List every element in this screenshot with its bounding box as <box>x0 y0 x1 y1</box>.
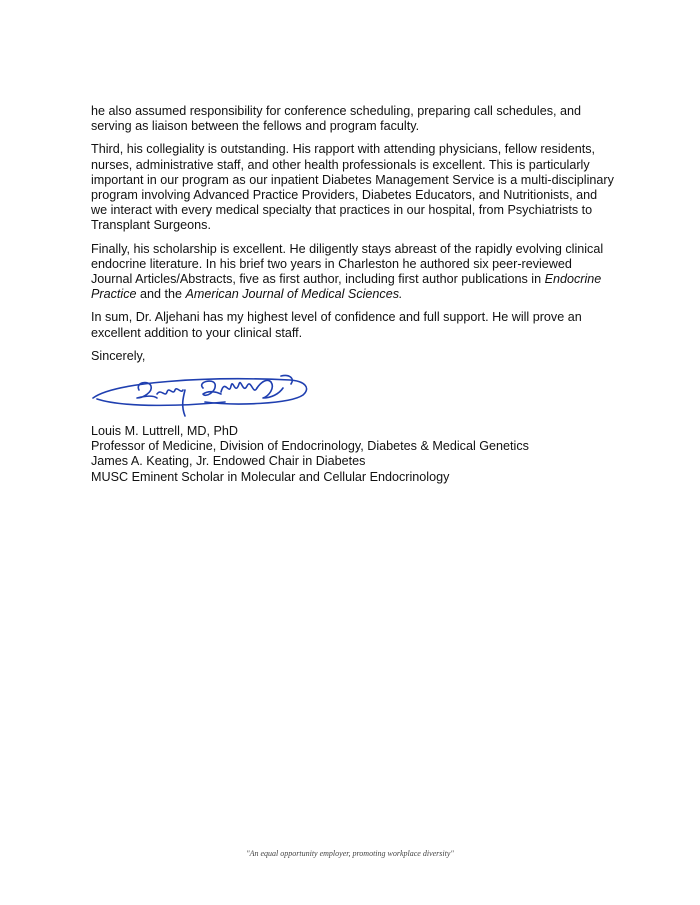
signatory-title: James A. Keating, Jr. Endowed Chair in Diabetes <box>91 454 366 469</box>
letter-body <box>91 104 616 485</box>
paragraph-text: In sum, Dr. Aljehani has my highest level of confidence and full support. He will prove an excellent addition to your clinical staff. <box>91 310 582 340</box>
paragraph-text: and the <box>136 287 186 302</box>
letter-paragraphs <box>91 104 616 341</box>
paragraph-text: he also assumed responsibility for conference scheduling, preparing call schedules, and serving as liaison between the fellows and program faculty. <box>91 104 582 134</box>
letter-paragraph <box>91 310 616 340</box>
journal-title: Endocrine Practice <box>91 272 602 302</box>
closing: Sincerely, <box>91 348 146 363</box>
footer-tagline: "An equal opportunity employer, promoting workplace diversity" <box>246 849 454 858</box>
journal-title: American Journal of Medical Sciences. <box>185 287 403 302</box>
letter-paragraph <box>91 104 616 134</box>
signatory-title: MUSC Eminent Scholar in Molecular and Cellular Endocrinology <box>91 469 450 484</box>
signatory-name: Louis M. Luttrell, MD, PhD <box>91 424 238 439</box>
paragraph-text: Third, his collegiality is outstanding. His rapport with attending physicians, fellow residents, nurses, administrative staff, and other health professionals is excellent. This is particularly important in our program as our inpatient Diabetes Management Service is a multi-disciplinary program involving Advanced Practice Providers, Diabetes Educators, and Nutritionists, and we interact with every medical specialty that practices in our hospital, from Psychiatrists to Transplant Surgeons. <box>91 142 614 233</box>
paragraph-text: Finally, his scholarship is excellent. He diligently stays abreast of the rapidly evolving clinical endocrine literature. In his brief two years in Charleston he authored six peer-reviewed Journal Articles/Abstracts, five as first author, including first author publications in <box>91 241 604 287</box>
letter-paragraph <box>91 142 616 233</box>
signatory-title: Professor of Medicine, Division of Endocrinology, Diabetes & Medical Genetics <box>91 439 529 454</box>
letter-paragraph <box>91 242 616 303</box>
signature-image <box>85 368 315 424</box>
